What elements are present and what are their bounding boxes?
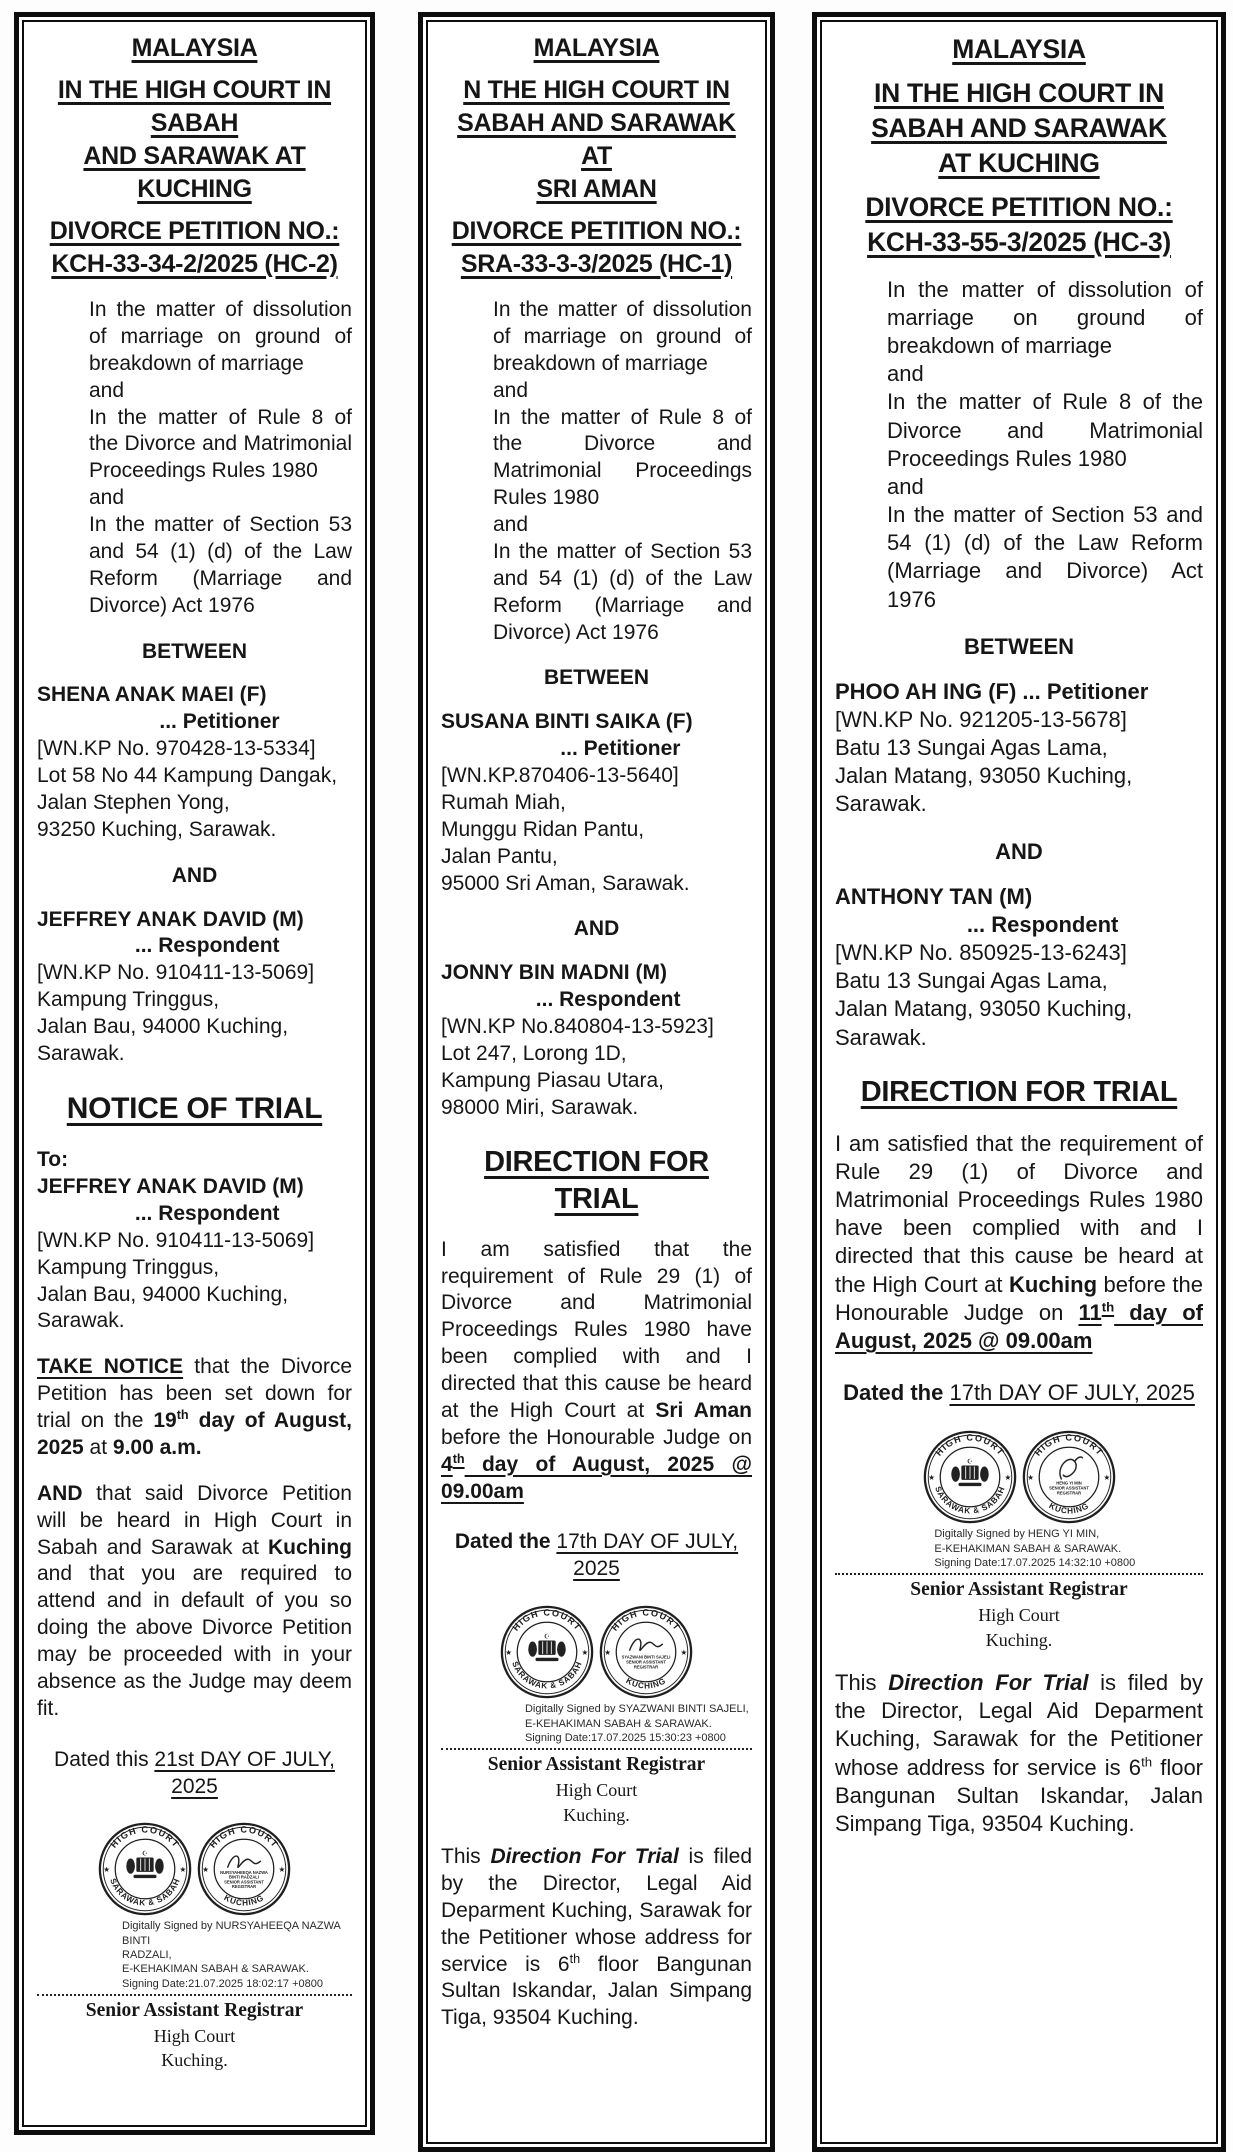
dated-line: Dated this 21st DAY OF JULY, 2025 xyxy=(54,1747,335,1798)
svg-text:★: ★ xyxy=(505,1648,513,1658)
svg-text:KUCHING: KUCHING xyxy=(1046,1501,1091,1516)
address-line: 98000 Miri, Sarawak. xyxy=(441,1095,639,1119)
svg-text:★: ★ xyxy=(680,1648,688,1658)
to-party-name: JEFFREY ANAK DAVID (M) xyxy=(37,1175,304,1199)
svg-text:★: ★ xyxy=(927,1473,935,1483)
respondent-block xyxy=(441,960,752,1121)
address-line: Lot 58 No 44 Kampung Dangak, xyxy=(37,764,338,787)
court-heading: IN THE HIGH COURT IN SABAH AND SARAWAK AT KUCHING xyxy=(57,76,332,203)
filing-note: This Direction For Trial is filed by the Director, Legal Aid Deparment Kuching, Sarawak for the Petitioner whose address for service is 6th floor Bangunan Sultan Iskandar, Jalan Simpang Tiga, 93504 Kuching. xyxy=(441,1845,752,2030)
petition-number: DIVORCE PETITION NO.: KCH-33-34-2/2025 (HC-2) xyxy=(49,217,340,278)
svg-text:★: ★ xyxy=(1103,1473,1110,1483)
address-line: [WN.KP.870406-13-5640] xyxy=(441,764,679,787)
address-line: Sarawak. xyxy=(835,1024,927,1050)
matter-paragraph: and xyxy=(493,378,529,402)
svg-text:HIGH COURT: HIGH COURT xyxy=(1031,1432,1106,1459)
matter-paragraph: In the matter of Rule 8 of the Divorce and Matrimonial Proceedings Rules 1980 xyxy=(493,405,752,510)
svg-text:SENIOR ASSISTANT: SENIOR ASSISTANT xyxy=(224,1879,264,1885)
address-line: Sarawak. xyxy=(835,791,927,817)
petitioner-block xyxy=(441,709,752,897)
address-line: Jalan Matang, 93050 Kuching, xyxy=(835,996,1133,1022)
filing-note: This Direction For Trial is filed by the Director, Legal Aid Deparment Kuching, Sarawak for the Petitioner whose address for service is 6th floor Bangunan Sultan Iskandar, Jalan Simpang Tiga, 93504 Kuching. xyxy=(835,1670,1204,1836)
address-line: Kampung Tringgus, xyxy=(37,1255,220,1279)
address-line: Sarawak. xyxy=(37,1041,125,1065)
between-label: BETWEEN xyxy=(544,666,649,690)
matter-block xyxy=(493,297,752,646)
matter-block xyxy=(89,297,352,620)
svg-text:REGISTRAR: REGISTRAR xyxy=(231,1884,257,1890)
high-court-arms-seal xyxy=(922,1429,1018,1525)
address-line: 93250 Kuching, Sarawak. xyxy=(37,817,277,841)
respondent-name: JEFFREY ANAK DAVID (M) xyxy=(37,907,304,931)
address-line: Jalan Bau, 94000 Kuching, xyxy=(37,1015,289,1038)
matter-paragraph: In the matter of dissolution of marriage on ground of breakdown of marriage xyxy=(89,298,352,375)
notice-kch-33-55 xyxy=(812,12,1226,2152)
petitioner-block xyxy=(835,678,1203,819)
petitioner-role: ... Petitioner xyxy=(560,737,681,761)
matter-paragraph: In the matter of Section 53 and 54 (1) (d) of the Law Reform (Marriage and Divorce) Act 1976 xyxy=(493,539,752,644)
digital-signature-note: Digitally Signed by NURSYAHEEQA NAZWA BINTI RADZALI, E-KEHAKIMAN SABAH & SARAWAK. Signing Date:21.07.2025 18:02:17 +0800 xyxy=(122,1920,341,1990)
digital-signature-note: Digitally Signed by HENG YI MIN, E-KEHAKIMAN SABAH & SARAWAK. Signing Date:17.07.2025 14:32:10 +0800 xyxy=(934,1528,1136,1569)
matter-paragraph: and xyxy=(89,378,125,402)
notice-body xyxy=(820,20,1218,2144)
address-line: [WN.KP No. 910411-13-5069] xyxy=(37,961,315,985)
between-label: BETWEEN xyxy=(142,639,247,663)
svg-text:☪: ☪ xyxy=(966,1458,973,1466)
petitioner-block xyxy=(37,682,352,843)
svg-text:BINTI RADZALI: BINTI RADZALI xyxy=(229,1874,259,1880)
signature-rule xyxy=(835,1573,1203,1575)
country-heading: MALAYSIA xyxy=(952,34,1086,64)
high-court-arms-seal xyxy=(499,1604,595,1700)
country-heading: MALAYSIA xyxy=(131,34,258,62)
respondent-role: ... Respondent xyxy=(134,934,280,958)
address-line: Kampung Piasau Utara, xyxy=(441,1068,664,1092)
and-label: AND xyxy=(995,838,1043,864)
address-line: Kampung Tringgus, xyxy=(37,988,220,1012)
svg-text:★: ★ xyxy=(179,1865,187,1875)
direction-paragraph: I am satisfied that the requirement of Rule 29 (1) of Divorce and Matrimonial Proceedings Rules 1980 have been complied with and I directed that this cause be heard at the High Court at Sri Aman before the Honourable Judge on 4th day of August, 2025 @ 09.00am xyxy=(441,1237,752,1503)
court-seals xyxy=(441,1604,752,1700)
notice-sra-33-3 xyxy=(418,12,775,2152)
petitioner-name: SUSANA BINTI SAIKA (F) xyxy=(441,710,693,734)
petitioner-name: PHOO AH ING (F) ... Petitioner xyxy=(835,678,1149,704)
matter-paragraph: and xyxy=(887,361,924,387)
svg-text:★: ★ xyxy=(278,1865,286,1875)
take-notice-paragraph: TAKE NOTICE that the Divorce Petition has been set down for trial on the 19th day of August, 2025 at 9.00 a.m. xyxy=(37,1355,352,1459)
svg-text:SYAZWANI BINTI SAJELI: SYAZWANI BINTI SAJELI xyxy=(621,1654,671,1660)
address-line: Jalan Pantu, xyxy=(441,844,558,868)
signature-rule xyxy=(441,1748,752,1750)
and-label: AND xyxy=(573,917,620,941)
court-heading: N THE HIGH COURT IN SABAH AND SARAWAK AT SRI AMAN xyxy=(457,76,736,203)
matter-paragraph: In the matter of Section 53 and 54 (1) (d) of the Law Reform (Marriage and Divorce) Act 1976 xyxy=(887,502,1203,612)
matter-paragraph: In the matter of Section 53 and 54 (1) (d) of the Law Reform (Marriage and Divorce) Act 1976 xyxy=(89,513,352,617)
matter-paragraph: In the matter of dissolution of marriage on ground of breakdown of marriage xyxy=(887,276,1203,359)
address-line: [WN.KP No. 970428-13-5334] xyxy=(37,737,316,761)
petitioner-name: SHENA ANAK MAEI (F) xyxy=(37,683,267,707)
svg-text:SARAWAK & SABAH: SARAWAK & SABAH xyxy=(108,1877,182,1909)
address-line: 95000 Sri Aman, Sarawak. xyxy=(441,871,690,895)
svg-text:NURSYAHEEQA NAZWA: NURSYAHEEQA NAZWA xyxy=(220,1870,268,1876)
matter-paragraph: In the matter of Rule 8 of the Divorce and Matrimonial Proceedings Rules 1980 xyxy=(89,405,352,483)
address-line: Batu 13 Sungai Agas Lama, xyxy=(835,968,1108,994)
svg-text:★: ★ xyxy=(1026,1473,1034,1483)
respondent-role: ... Respondent xyxy=(966,911,1119,937)
registrar-block: Senior Assistant Registrar High Court Kuching. xyxy=(910,1579,1128,1650)
svg-text:REGISTRAR: REGISTRAR xyxy=(633,1664,659,1670)
svg-text:HIGH COURT: HIGH COURT xyxy=(932,1432,1007,1459)
svg-text:★: ★ xyxy=(604,1648,612,1658)
to-label: To: xyxy=(37,1148,69,1172)
registrar-signature-seal xyxy=(598,1604,694,1700)
svg-text:★: ★ xyxy=(103,1865,111,1875)
court-seals xyxy=(835,1429,1203,1525)
section-title: NOTICE OF TRIAL xyxy=(66,1091,323,1125)
svg-text:★: ★ xyxy=(1004,1473,1011,1483)
address-line: Sarawak. xyxy=(37,1309,125,1333)
address-line: Lot 247, Lorong 1D, xyxy=(441,1041,627,1065)
svg-text:SARAWAK & SABAH: SARAWAK & SABAH xyxy=(510,1660,584,1691)
address-line: [WN.KP No. 910411-13-5069] xyxy=(37,1228,315,1252)
to-party-role: ... Respondent xyxy=(134,1201,280,1225)
svg-text:☪: ☪ xyxy=(543,1633,551,1641)
direction-paragraph: I am satisfied that the requirement of Rule 29 (1) of Divorce and Matrimonial Proceedings Rules 1980 have been complied with and I directed that this cause be heard at the High Court at Kuching before the Honourable Judge on 11th day of August, 2025 @ 09.00am xyxy=(835,1130,1204,1353)
matter-paragraph: and xyxy=(89,486,125,510)
svg-text:HIGH COURT: HIGH COURT xyxy=(108,1824,182,1851)
address-line: Jalan Matang, 93050 Kuching, xyxy=(835,763,1133,789)
respondent-block xyxy=(835,883,1203,1052)
svg-text:HENG YI MIN: HENG YI MIN xyxy=(1055,1480,1082,1486)
svg-text:☪: ☪ xyxy=(141,1850,149,1858)
svg-text:HIGH COURT: HIGH COURT xyxy=(510,1607,584,1634)
address-line: [WN.KP No.840804-13-5923] xyxy=(441,1015,714,1038)
to-party-block xyxy=(37,1174,352,1335)
svg-text:HIGH COURT: HIGH COURT xyxy=(609,1607,683,1634)
address-line: Jalan Bau, 94000 Kuching, xyxy=(37,1282,289,1306)
petition-number: DIVORCE PETITION NO.: SRA-33-3-3/2025 (HC-1) xyxy=(451,217,742,278)
petition-number: DIVORCE PETITION NO.: KCH-33-55-3/2025 (HC-3) xyxy=(865,191,1173,257)
matter-paragraph: In the matter of Rule 8 of the Divorce and Matrimonial Proceedings Rules 1980 xyxy=(887,389,1203,471)
address-line: Jalan Stephen Yong, xyxy=(37,790,230,814)
section-title: DIRECTION FOR TRIAL xyxy=(860,1075,1178,1108)
court-heading: IN THE HIGH COURT IN SABAH AND SARAWAK AT KUCHING xyxy=(871,77,1167,178)
court-seals xyxy=(37,1821,352,1917)
svg-text:HIGH COURT: HIGH COURT xyxy=(207,1824,281,1851)
and-paragraph: AND that said Divorce Petition will be heard in High Court in Sabah and Sarawak at Kuching and that you are required to attend and in default of you so doing the above Divorce Petition may be proceeded with in your absence as the Judge may deem fit. xyxy=(37,1481,352,1720)
address-line: Rumah Miah, xyxy=(441,790,566,814)
digital-signature-note: Digitally Signed by SYAZWANI BINTI SAJELI, E-KEHAKIMAN SABAH & SARAWAK. Signing Date:17.07.2025 15:30:23 +0800 xyxy=(524,1703,749,1744)
matter-paragraph: and xyxy=(887,473,924,499)
svg-text:KUCHING: KUCHING xyxy=(222,1893,266,1908)
svg-text:★: ★ xyxy=(581,1648,589,1658)
svg-text:KUCHING: KUCHING xyxy=(624,1676,668,1691)
dated-line: Dated the 17th DAY OF JULY, 2025 xyxy=(454,1530,739,1581)
address-line: [WN.KP No. 921205-13-5678] xyxy=(835,707,1127,732)
notice-body xyxy=(426,20,767,2144)
country-heading: MALAYSIA xyxy=(533,34,660,62)
registrar-signature-seal xyxy=(1021,1429,1117,1525)
section-title: DIRECTION FOR TRIAL xyxy=(484,1145,709,1215)
registrar-block: Senior Assistant Registrar High Court Kuching. xyxy=(487,1754,706,1825)
registrar-block: Senior Assistant Registrar High Court Kuching. xyxy=(85,1999,304,2071)
svg-text:REGISTRAR: REGISTRAR xyxy=(1056,1490,1081,1496)
address-line: Munggu Ridan Pantu, xyxy=(441,817,645,841)
respondent-name: ANTHONY TAN (M) xyxy=(835,883,1033,909)
matter-paragraph: and xyxy=(493,513,529,536)
dated-line: Dated the 17th DAY OF JULY, 2025 xyxy=(843,1380,1195,1406)
high-court-arms-seal xyxy=(97,1821,193,1917)
matter-paragraph: In the matter of dissolution of marriage on ground of breakdown of marriage xyxy=(493,298,752,375)
petitioner-role: ... Petitioner xyxy=(159,710,280,734)
respondent-block xyxy=(37,907,352,1068)
address-line: [WN.KP No. 850925-13-6243] xyxy=(835,940,1127,966)
svg-text:★: ★ xyxy=(202,1865,210,1875)
svg-text:SENIOR ASSISTANT: SENIOR ASSISTANT xyxy=(626,1659,666,1665)
signature-rule xyxy=(37,1994,352,1996)
notice-kch-33-34 xyxy=(14,12,375,2135)
between-label: BETWEEN xyxy=(964,633,1074,659)
svg-text:SENIOR ASSISTANT: SENIOR ASSISTANT xyxy=(1048,1485,1089,1491)
svg-text:SARAWAK & SABAH: SARAWAK & SABAH xyxy=(932,1485,1007,1516)
respondent-name: JONNY BIN MADNI (M) xyxy=(441,961,667,985)
registrar-signature-seal xyxy=(196,1821,292,1917)
respondent-role: ... Respondent xyxy=(535,988,681,1012)
address-line: Batu 13 Sungai Agas Lama, xyxy=(835,735,1108,761)
matter-block xyxy=(887,276,1203,614)
and-label: AND xyxy=(171,863,218,887)
notice-body xyxy=(22,20,367,2127)
